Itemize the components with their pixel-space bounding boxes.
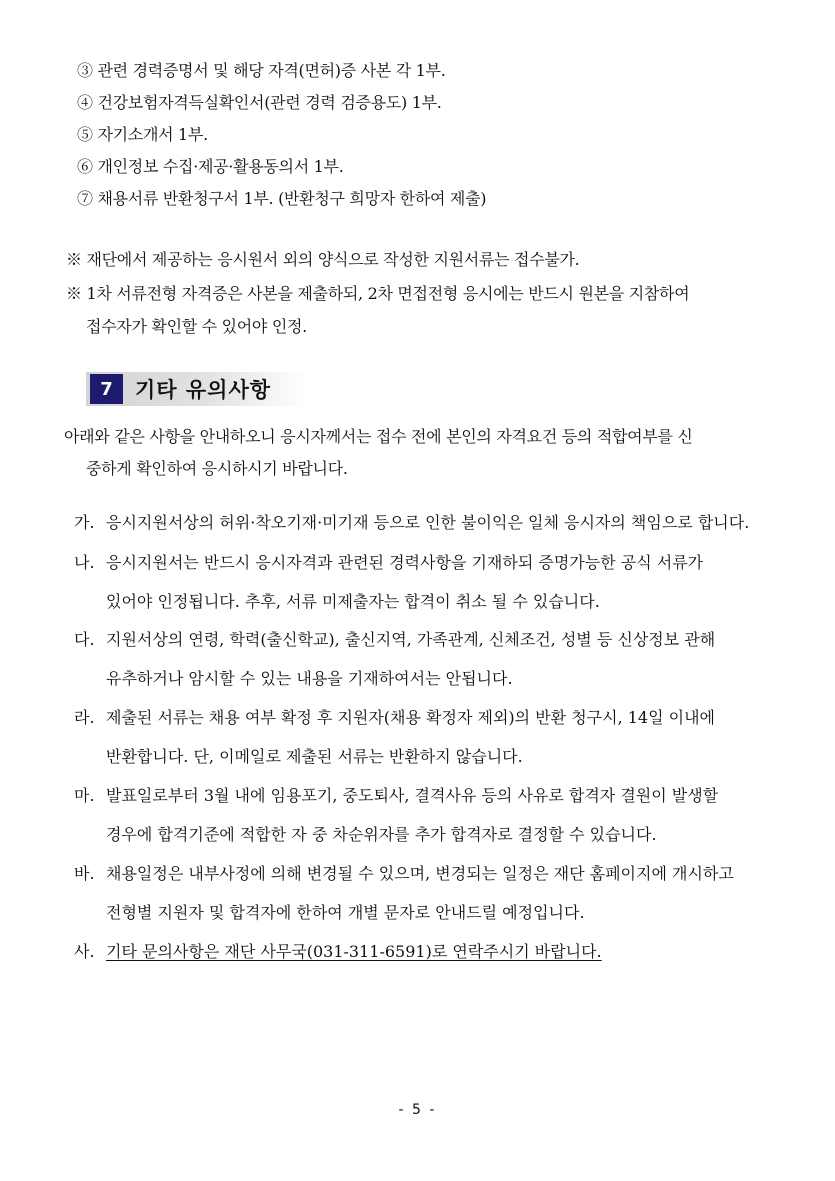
document-item: ⑥ 개인정보 수집·제공·활용동의서 1부.	[77, 157, 344, 176]
item-text-continued: 전형별 지원자 및 합격자에 한하여 개별 문자로 안내드릴 예정입니다.	[106, 903, 585, 922]
document-item: ⑤ 자기소개서 1부.	[77, 125, 208, 144]
item-marker: 마.	[74, 786, 95, 805]
item-marker: 나.	[74, 553, 95, 572]
item-marker: 가.	[74, 513, 95, 532]
item-text-continued: 반환합니다. 단, 이메일로 제출된 서류는 반환하지 않습니다.	[106, 747, 523, 766]
intro-line: 중하게 확인하여 응시하시기 바랍니다.	[86, 459, 348, 478]
section-title: 기타 유의사항	[135, 378, 272, 402]
item-text-continued: 경우에 합격기준에 적합한 자 중 차순위자를 추가 합격자로 결정할 수 있습니다.	[106, 825, 657, 844]
note-line-continued: 접수자가 확인할 수 있어야 인정.	[86, 317, 307, 336]
item-text-continued: 있어야 인정됩니다. 추후, 서류 미제출자는 합격이 취소 될 수 있습니다.	[106, 592, 600, 611]
item-text: 채용일정은 내부사정에 의해 변경될 수 있으며, 변경되는 일정은 재단 홈페이지에 개시하고	[106, 864, 734, 883]
document-item: ⑦ 채용서류 반환청구서 1부. (반환청구 희망자 한하여 제출)	[77, 189, 487, 208]
section-number-badge: 7	[90, 374, 123, 404]
note-line: ※ 1차 서류전형 자격증은 사본을 제출하되, 2차 면접전형 응시에는 반드시 원본을 지참하여	[66, 284, 690, 303]
contact-info-text: 기타 문의사항은 재단 사무국(031-311-6591)로 연락주시기 바랍니다.	[106, 942, 602, 961]
item-marker: 다.	[74, 630, 95, 649]
page-number: - 5 -	[398, 1102, 437, 1118]
item-marker: 라.	[74, 708, 95, 727]
section-header	[86, 372, 308, 406]
item-marker: 사.	[74, 942, 95, 961]
document-item: ④ 건강보험자격득실확인서(관련 경력 검증용도) 1부.	[77, 93, 442, 112]
item-marker: 바.	[74, 864, 95, 883]
item-text: 발표일로부터 3월 내에 임용포기, 중도퇴사, 결격사유 등의 사유로 합격자 결원이 발생할	[106, 786, 719, 805]
document-item: ③ 관련 경력증명서 및 해당 자격(면허)증 사본 각 1부.	[77, 61, 446, 80]
item-text: 제출된 서류는 채용 여부 확정 후 지원자(채용 확정자 제외)의 반환 청구시, 14일 이내에	[106, 708, 716, 727]
note-line: ※ 재단에서 제공하는 응시원서 외의 양식으로 작성한 지원서류는 접수불가.	[66, 250, 580, 269]
intro-line: 아래와 같은 사항을 안내하오니 응시자께서는 접수 전에 본인의 자격요건 등의 적합여부를 신	[64, 427, 693, 446]
item-text: 지원서상의 연령, 학력(출신학교), 출신지역, 가족관계, 신체조건, 성별 등 신상정보 관해	[106, 630, 716, 649]
item-text: 응시지원서상의 허위·착오기재·미기재 등으로 인한 불이익은 일체 응시자의 책임으로 합니다.	[106, 513, 750, 532]
item-text: 응시지원서는 반드시 응시자격과 관련된 경력사항을 기재하되 증명가능한 공식 서류가	[106, 553, 704, 572]
item-text-continued: 유추하거나 암시할 수 있는 내용을 기재하여서는 안됩니다.	[106, 669, 513, 688]
